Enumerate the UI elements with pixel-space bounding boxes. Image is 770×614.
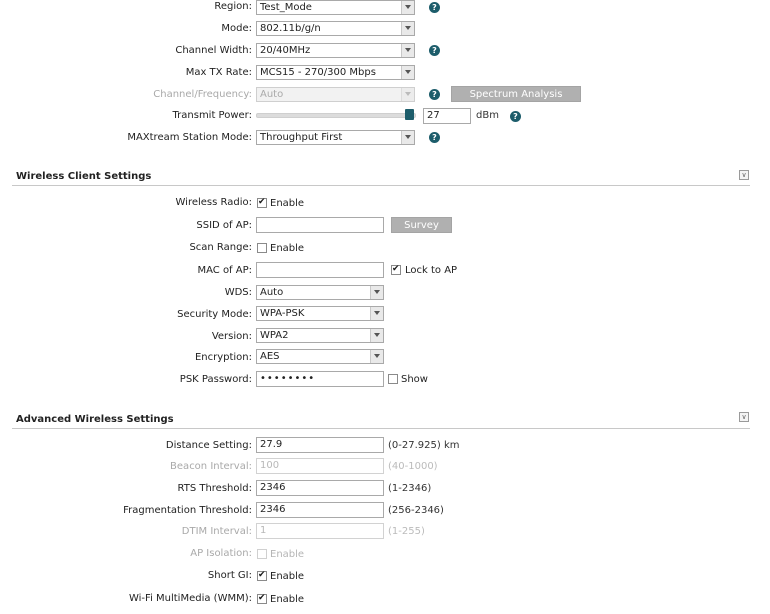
dbm-unit: dBm (476, 110, 499, 121)
beacon-interval-input: 100 (256, 458, 384, 474)
encryption-select-value: AES (260, 351, 280, 362)
region-select[interactable] (256, 0, 415, 15)
mode-select[interactable] (256, 21, 415, 36)
chevron-down-icon (370, 286, 383, 299)
wireless-radio-label: Wireless Radio: (175, 197, 252, 208)
wds-label: WDS: (224, 287, 252, 298)
rts-threshold-input[interactable]: 2346 (256, 480, 384, 496)
short-gi-label: Short GI: (207, 570, 252, 581)
wds-select[interactable] (256, 285, 384, 300)
dtim-interval-label: DTIM Interval: (181, 526, 252, 537)
transmit-power-slider[interactable] (256, 113, 416, 118)
survey-button[interactable]: Survey (391, 217, 452, 233)
chevron-down-icon (401, 131, 414, 144)
mac-label: MAC of AP: (197, 265, 252, 276)
psk-password-label: PSK Password: (179, 374, 252, 385)
help-icon[interactable]: ? (429, 45, 440, 56)
wmm-checkbox[interactable] (257, 594, 267, 604)
short-gi-checkbox[interactable] (257, 571, 267, 581)
wireless-radio-enable-text: Enable (270, 198, 305, 209)
transmit-power-slider-handle[interactable] (405, 109, 414, 120)
channel-frequency-select-value: Auto (260, 89, 284, 100)
scan-range-checkbox[interactable] (257, 243, 267, 253)
show-password-checkbox[interactable] (388, 374, 398, 384)
fragmentation-threshold-label: Fragmentation Threshold: (123, 505, 252, 516)
security-mode-select[interactable] (256, 306, 384, 321)
help-icon[interactable]: ? (429, 2, 440, 13)
version-select[interactable] (256, 328, 384, 343)
collapse-icon[interactable]: ∨ (739, 412, 749, 422)
help-icon[interactable]: ? (429, 89, 440, 100)
max-tx-rate-select-value: MCS15 - 270/300 Mbps (260, 67, 376, 78)
version-label: Version: (211, 331, 252, 342)
channel-width-select-value: 20/40MHz (260, 45, 311, 56)
channel-width-label: Channel Width: (175, 45, 252, 56)
distance-setting-label: Distance Setting: (165, 440, 252, 451)
chevron-down-icon (370, 329, 383, 342)
chevron-down-icon (370, 307, 383, 320)
show-password-text: Show (401, 374, 428, 385)
channel-width-select[interactable] (256, 43, 415, 58)
chevron-down-icon (370, 350, 383, 363)
mac-input[interactable] (256, 262, 384, 278)
encryption-label: Encryption: (194, 352, 252, 363)
maxtream-select[interactable] (256, 130, 415, 145)
wds-select-value: Auto (260, 287, 284, 298)
lock-to-ap-checkbox[interactable] (391, 265, 401, 275)
transmit-power-label: Transmit Power: (172, 110, 252, 121)
transmit-power-input[interactable]: 27 (423, 108, 471, 124)
wmm-enable-text: Enable (270, 594, 305, 605)
spectrum-analysis-button[interactable]: Spectrum Analysis (451, 86, 581, 102)
scan-range-enable-text: Enable (270, 243, 305, 254)
mode-label: Mode: (221, 23, 252, 34)
section-divider (12, 185, 750, 186)
section-divider (12, 428, 750, 429)
region-select-value: Test_Mode (260, 2, 312, 13)
rts-threshold-hint: (1-2346) (388, 483, 432, 494)
ap-isolation-label: AP Isolation: (190, 548, 252, 559)
version-select-value: WPA2 (260, 330, 289, 341)
channel-frequency-select (256, 87, 415, 102)
chevron-down-icon (401, 66, 414, 79)
check-icon: ✔ (392, 264, 400, 274)
advanced-wireless-settings-title: Advanced Wireless Settings (16, 414, 174, 425)
beacon-interval-hint: (40-1000) (388, 461, 438, 472)
scan-range-label: Scan Range: (189, 242, 252, 253)
dtim-interval-hint: (1-255) (388, 526, 425, 537)
fragmentation-threshold-input[interactable]: 2346 (256, 502, 384, 518)
short-gi-enable-text: Enable (270, 571, 305, 582)
collapse-icon[interactable]: ∨ (739, 170, 749, 180)
ap-isolation-enable-text: Enable (270, 549, 305, 560)
mode-select-value: 802.11b/g/n (260, 23, 321, 34)
rts-threshold-label: RTS Threshold: (177, 483, 252, 494)
lock-to-ap-text: Lock to AP (405, 265, 458, 276)
ap-isolation-checkbox (257, 549, 267, 559)
security-mode-select-value: WPA-PSK (260, 308, 305, 319)
check-icon: ✔ (258, 197, 266, 207)
maxtream-label: MAXtream Station Mode: (127, 132, 252, 143)
max-tx-rate-select[interactable] (256, 65, 415, 80)
chevron-down-icon (401, 1, 414, 14)
help-icon[interactable]: ? (510, 111, 521, 122)
fragmentation-threshold-hint: (256-2346) (388, 505, 444, 516)
wireless-radio-checkbox[interactable] (257, 198, 267, 208)
dtim-interval-input: 1 (256, 523, 384, 539)
check-icon: ✔ (258, 570, 266, 580)
psk-password-input[interactable]: •••••••• (256, 371, 384, 387)
region-label: Region: (214, 1, 252, 12)
distance-setting-hint: (0-27.925) km (388, 440, 460, 451)
wireless-client-settings-title: Wireless Client Settings (16, 171, 152, 182)
wmm-label: Wi-Fi MultiMedia (WMM): (128, 593, 252, 604)
chevron-down-icon (401, 44, 414, 57)
security-mode-label: Security Mode: (177, 309, 252, 320)
maxtream-select-value: Throughput First (260, 132, 343, 143)
ssid-label: SSID of AP: (196, 220, 252, 231)
distance-setting-input[interactable]: 27.9 (256, 437, 384, 453)
ssid-input[interactable] (256, 217, 384, 233)
chevron-down-icon (401, 88, 414, 101)
encryption-select[interactable] (256, 349, 384, 364)
beacon-interval-label: Beacon Interval: (170, 461, 252, 472)
max-tx-rate-label: Max TX Rate: (185, 67, 252, 78)
channel-frequency-label: Channel/Frequency: (153, 89, 252, 100)
help-icon[interactable]: ? (429, 132, 440, 143)
chevron-down-icon (401, 22, 414, 35)
check-icon: ✔ (258, 593, 266, 603)
